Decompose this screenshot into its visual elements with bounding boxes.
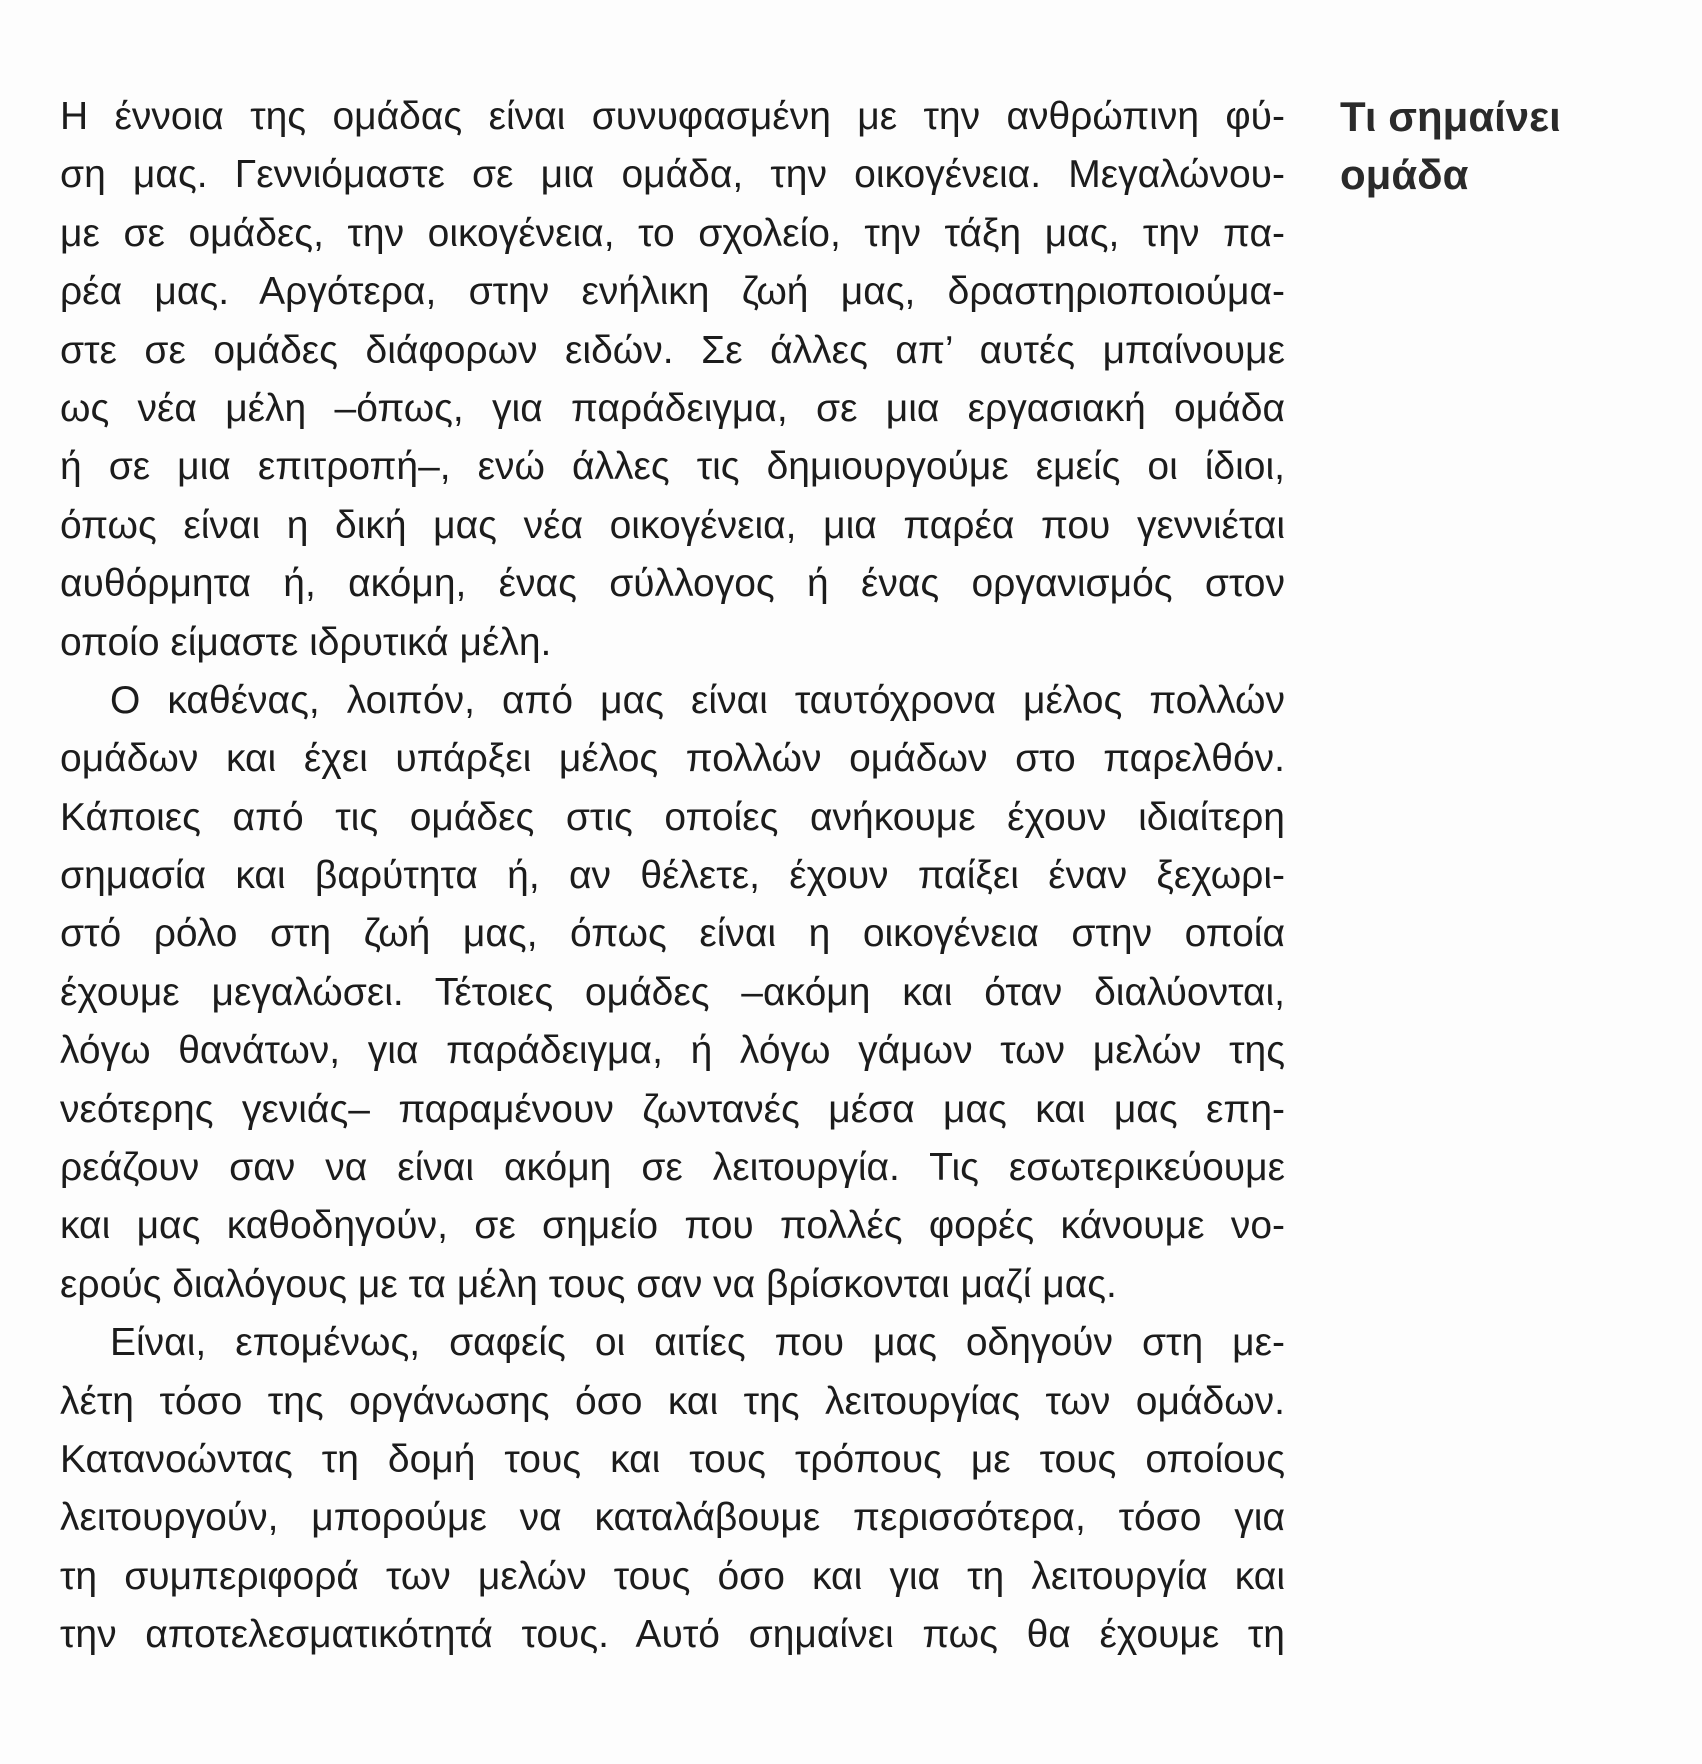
text-line: Η έννοια της ομάδας είναι συνυφασμένη με την ανθρώπινη φύ- <box>60 95 1285 138</box>
paragraph-1 <box>60 88 1285 672</box>
text-line: Κατανοώντας τη δομή τους και τους τρόπους με τους οποίους <box>60 1437 1285 1481</box>
text-line: ή σε μια επιτροπή–, ενώ άλλες τις δημιουργούμε εμείς οι ίδιοι, <box>60 445 1285 489</box>
margin-heading-line: Τι σημαίνει <box>1340 93 1561 140</box>
text-line: την αποτελεσματικότητά τους. Αυτό σημαίνει πως θα έχουμε τη <box>60 1613 1285 1657</box>
text-line: ως νέα μέλη –όπως, για παράδειγμα, σε μια εργασιακή ομάδα <box>60 386 1285 430</box>
text-line: έχουμε μεγαλώσει. Τέτοιες ομάδες –ακόμη και όταν διαλύονται, <box>60 970 1285 1014</box>
text-line: λόγω θανάτων, για παράδειγμα, ή λόγω γάμων των μελών της <box>60 1029 1285 1073</box>
paragraph-2 <box>60 672 1285 1314</box>
text-line: τη συμπεριφορά των μελών τους όσο και για τη λειτουργία και <box>60 1554 1285 1598</box>
text-line: στό ρόλο στη ζωή μας, όπως είναι η οικογένεια στην οποία <box>60 912 1285 956</box>
margin-heading-line: ομάδα <box>1340 151 1469 198</box>
text-line: ρεάζουν σαν να είναι ακόμη σε λειτουργία. Τις εσωτερικεύουμε <box>60 1146 1285 1190</box>
text-line: οποίο είμαστε ιδρυτικά μέλη. <box>60 620 552 664</box>
text-line: νεότερης γενιάς– παραμένουν ζωντανές μέσα μας και μας επη- <box>60 1087 1285 1131</box>
text-line: ρέα μας. Αργότερα, στην ενήλικη ζωή μας, δραστηριοποιούμα- <box>60 270 1285 314</box>
text-line: ερούς διαλόγους με τα μέλη τους σαν να βρίσκονται μαζί μας. <box>60 1262 1117 1306</box>
text-line: Είναι, επομένως, σαφείς οι αιτίες που μας οδηγούν στη με- <box>110 1321 1285 1365</box>
text-line: όπως είναι η δική μας νέα οικογένεια, μια παρέα που γεννιέται <box>60 503 1285 547</box>
text-line: με σε ομάδες, την οικογένεια, το σχολείο, την τάξη μας, την πα- <box>60 211 1285 255</box>
text-line: ση μας. Γεννιόμαστε σε μια ομάδα, την οικογένεια. Μεγαλώνου- <box>60 153 1285 197</box>
text-line: και μας καθοδηγούν, σε σημείο που πολλές φορές κάνουμε νο- <box>60 1204 1285 1248</box>
paragraph-3 <box>60 1314 1285 1664</box>
text-line: λέτη τόσο της οργάνωσης όσο και της λειτουργίας των ομάδων. <box>60 1379 1285 1423</box>
margin-heading <box>1340 88 1670 204</box>
text-line: λειτουργούν, μπορούμε να καταλάβουμε περισσότερα, τόσο για <box>60 1496 1285 1540</box>
text-line: στε σε ομάδες διάφορων ειδών. Σε άλλες απ’ αυτές μπαίνουμε <box>60 328 1285 372</box>
text-line: σημασία και βαρύτητα ή, αν θέλετε, έχουν παίξει έναν ξεχωρι- <box>60 854 1285 898</box>
text-line: ομάδων και έχει υπάρξει μέλος πολλών ομάδων στο παρελθόν. <box>60 737 1285 781</box>
body-text <box>60 88 1285 1665</box>
text-line: αυθόρμητα ή, ακόμη, ένας σύλλογος ή ένας οργανισμός στον <box>60 562 1285 606</box>
text-line: Ο καθένας, λοιπόν, από μας είναι ταυτόχρονα μέλος πολλών <box>110 678 1285 722</box>
text-line: Κάποιες από τις ομάδες στις οποίες ανήκουμε έχουν ιδιαίτερη <box>60 795 1285 839</box>
